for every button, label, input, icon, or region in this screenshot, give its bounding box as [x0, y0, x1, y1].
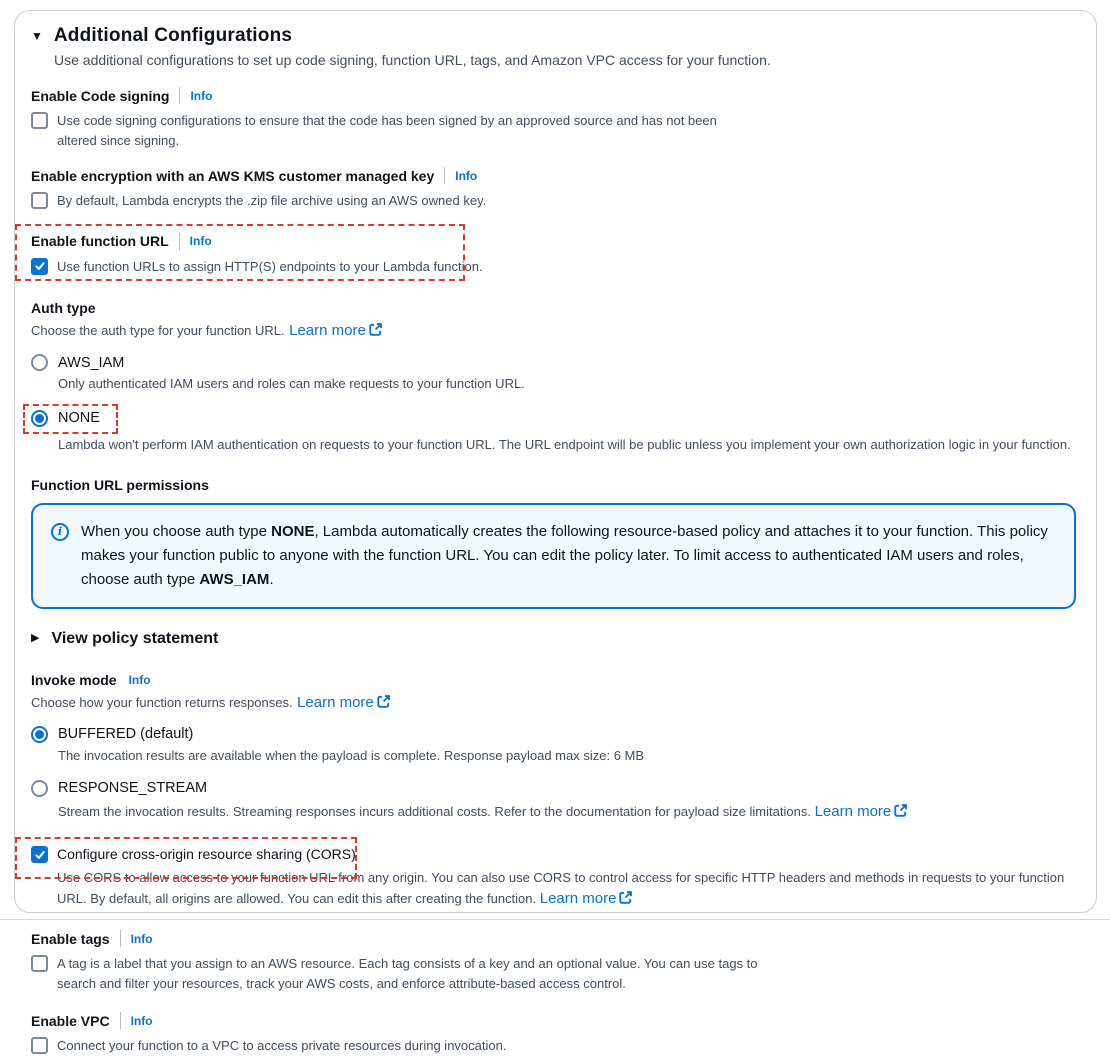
code-signing-label: Enable Code signing: [31, 87, 170, 104]
alert-bold-aws-iam: AWS_IAM: [199, 570, 270, 588]
alert-text-part: .: [269, 570, 274, 588]
tags-checkbox-label: A tag is a label that you assign to an AWS resource. Each tag consists of a key and an optional value. You can use tags to search and filter your resources, track your AWS costs, and enforce attribute-based access control.: [57, 956, 758, 991]
function-url-checkbox[interactable]: [31, 258, 48, 275]
alert-text: [81, 520, 1056, 592]
cors-description: [57, 869, 1080, 910]
label-divider: [120, 930, 121, 947]
aws-iam-description: Only authenticated IAM users and roles can make requests to your function URL.: [58, 376, 525, 391]
learn-more-label: Learn more: [297, 693, 374, 711]
info-alert: [31, 503, 1076, 609]
tags-checkbox[interactable]: [31, 955, 48, 972]
learn-more-label: Learn more: [289, 322, 366, 339]
info-circle-icon: i: [51, 523, 69, 541]
invoke-mode-label: Invoke mode: [31, 671, 117, 688]
label-divider: [120, 1012, 121, 1029]
function-url-info-link[interactable]: Info: [189, 234, 212, 248]
function-url-permissions-section: [31, 477, 1080, 609]
alert-text-part: When you choose auth type: [81, 522, 272, 540]
function-url-checkbox-label: Use function URLs to assign HTTP(S) endpoints to your Lambda function.: [57, 258, 483, 274]
view-policy-label: View policy statement: [51, 629, 219, 647]
vpc-info-link[interactable]: Info: [130, 1013, 153, 1028]
vpc-section: [31, 1012, 1080, 1056]
code-signing-checkbox[interactable]: [31, 112, 48, 129]
checkmark-icon: [34, 260, 46, 272]
function-url-permissions-label: Function URL permissions: [31, 476, 209, 493]
cors-learn-more-link[interactable]: [540, 890, 634, 907]
invoke-mode-section: [31, 672, 1080, 823]
cors-checkbox-label: Configure cross-origin resource sharing (CORS): [57, 846, 356, 863]
checkmark-icon: [34, 849, 46, 861]
invoke-option-buffered[interactable]: [31, 726, 1080, 743]
none-radio-label: NONE: [58, 410, 100, 427]
invoke-mode-info-link[interactable]: Info: [128, 672, 151, 687]
buffered-radio-label: BUFFERED (default): [58, 726, 194, 743]
kms-encryption-checkbox-label: By default, Lambda encrypts the .zip file archive using an AWS owned key.: [57, 193, 487, 208]
external-link-icon: [376, 694, 391, 709]
learn-more-label: Learn more: [539, 889, 617, 907]
tags-label: Enable tags: [31, 930, 110, 947]
code-signing-checkbox-label: Use code signing configurations to ensure that the code has been signed by an approved source and has not been altered since signing.: [57, 113, 717, 148]
triangle-down-icon: ▼: [31, 29, 43, 43]
label-divider: [179, 87, 180, 104]
alert-bold-none: NONE: [271, 522, 315, 540]
external-link-icon: [893, 803, 908, 818]
vpc-checkbox-label: Connect your function to a VPC to access private resources during invocation.: [57, 1038, 507, 1054]
auth-type-learn-more-link[interactable]: [289, 322, 383, 339]
triangle-right-icon: ▶: [31, 632, 40, 645]
auth-option-aws-iam[interactable]: [31, 354, 1080, 371]
aws-iam-radio[interactable]: [31, 354, 48, 371]
kms-encryption-section: [31, 167, 1080, 211]
none-radio[interactable]: [31, 410, 48, 427]
response-stream-description: [58, 801, 1080, 823]
buffered-description: The invocation results are available when the payload is complete. Response payload max size: 6 MB: [58, 747, 645, 763]
code-signing-section: [31, 87, 1080, 150]
kms-encryption-checkbox[interactable]: [31, 192, 48, 209]
label-divider: [179, 233, 180, 250]
function-url-section: [31, 233, 1080, 277]
section-description: Use additional configurations to set up code signing, function URL, tags, and Amazon VPC access for your function.: [54, 52, 771, 68]
kms-encryption-label: Enable encryption with an AWS KMS customer managed key: [31, 167, 435, 184]
invoke-mode-description: Choose how your function returns responses.: [31, 694, 293, 710]
tags-info-link[interactable]: Info: [130, 931, 153, 946]
cors-section: [31, 845, 1080, 909]
tags-section: [31, 930, 1080, 993]
response-stream-radio-label: RESPONSE_STREAM: [58, 780, 208, 797]
alert-text-part: , Lambda automatically creates the following resource-based policy and attaches it to your function. This policy makes your function public to anyone with the function URL. You can edit the policy later. To limit access to authenticated IAM users and roles, choose auth type: [81, 522, 1048, 588]
cors-checkbox[interactable]: [31, 846, 48, 863]
response-stream-learn-more-link[interactable]: [815, 803, 909, 820]
kms-encryption-info-link[interactable]: Info: [455, 168, 478, 183]
cors-description-text: Use CORS to allow access to your function URL from any origin. You can also use CORS to control access for specific HTTP headers and methods in requests to your function URL. By default, all origins are allowed. You can edit this after creating the function.: [57, 869, 1065, 906]
vpc-checkbox[interactable]: [31, 1037, 48, 1054]
invoke-mode-learn-more-link[interactable]: [297, 694, 391, 711]
response-stream-radio[interactable]: [31, 780, 48, 797]
code-signing-info-link[interactable]: Info: [190, 88, 213, 103]
learn-more-label: Learn more: [814, 802, 892, 820]
label-divider: [444, 167, 445, 184]
external-link-icon: [368, 322, 383, 337]
auth-type-description: Choose the auth type for your function URL.: [31, 323, 285, 338]
page-title: Additional Configurations: [53, 25, 293, 46]
vpc-label: Enable VPC: [31, 1012, 110, 1029]
none-description: Lambda won't perform IAM authentication on requests to your function URL. The URL endpoint will be public unless you implement your own authorization logic in your function.: [58, 436, 1071, 452]
section-expander-additional-configurations[interactable]: [31, 25, 1080, 47]
auth-type-section: [31, 300, 1080, 455]
buffered-radio[interactable]: [31, 726, 48, 743]
additional-configurations-panel: [14, 10, 1097, 1054]
invoke-option-response-stream[interactable]: [31, 780, 1080, 797]
response-stream-description-text: Stream the invocation results. Streaming responses incurs additional costs. Refer to the documentation for payload size limitations.: [58, 803, 811, 819]
view-policy-expander[interactable]: [31, 630, 1080, 648]
auth-option-none[interactable]: [31, 410, 100, 427]
external-link-icon: [618, 890, 633, 905]
auth-type-label: Auth type: [31, 300, 96, 316]
function-url-label: Enable function URL: [31, 233, 169, 249]
aws-iam-radio-label: AWS_IAM: [58, 354, 125, 371]
page-bottom-divider: [0, 919, 1110, 920]
